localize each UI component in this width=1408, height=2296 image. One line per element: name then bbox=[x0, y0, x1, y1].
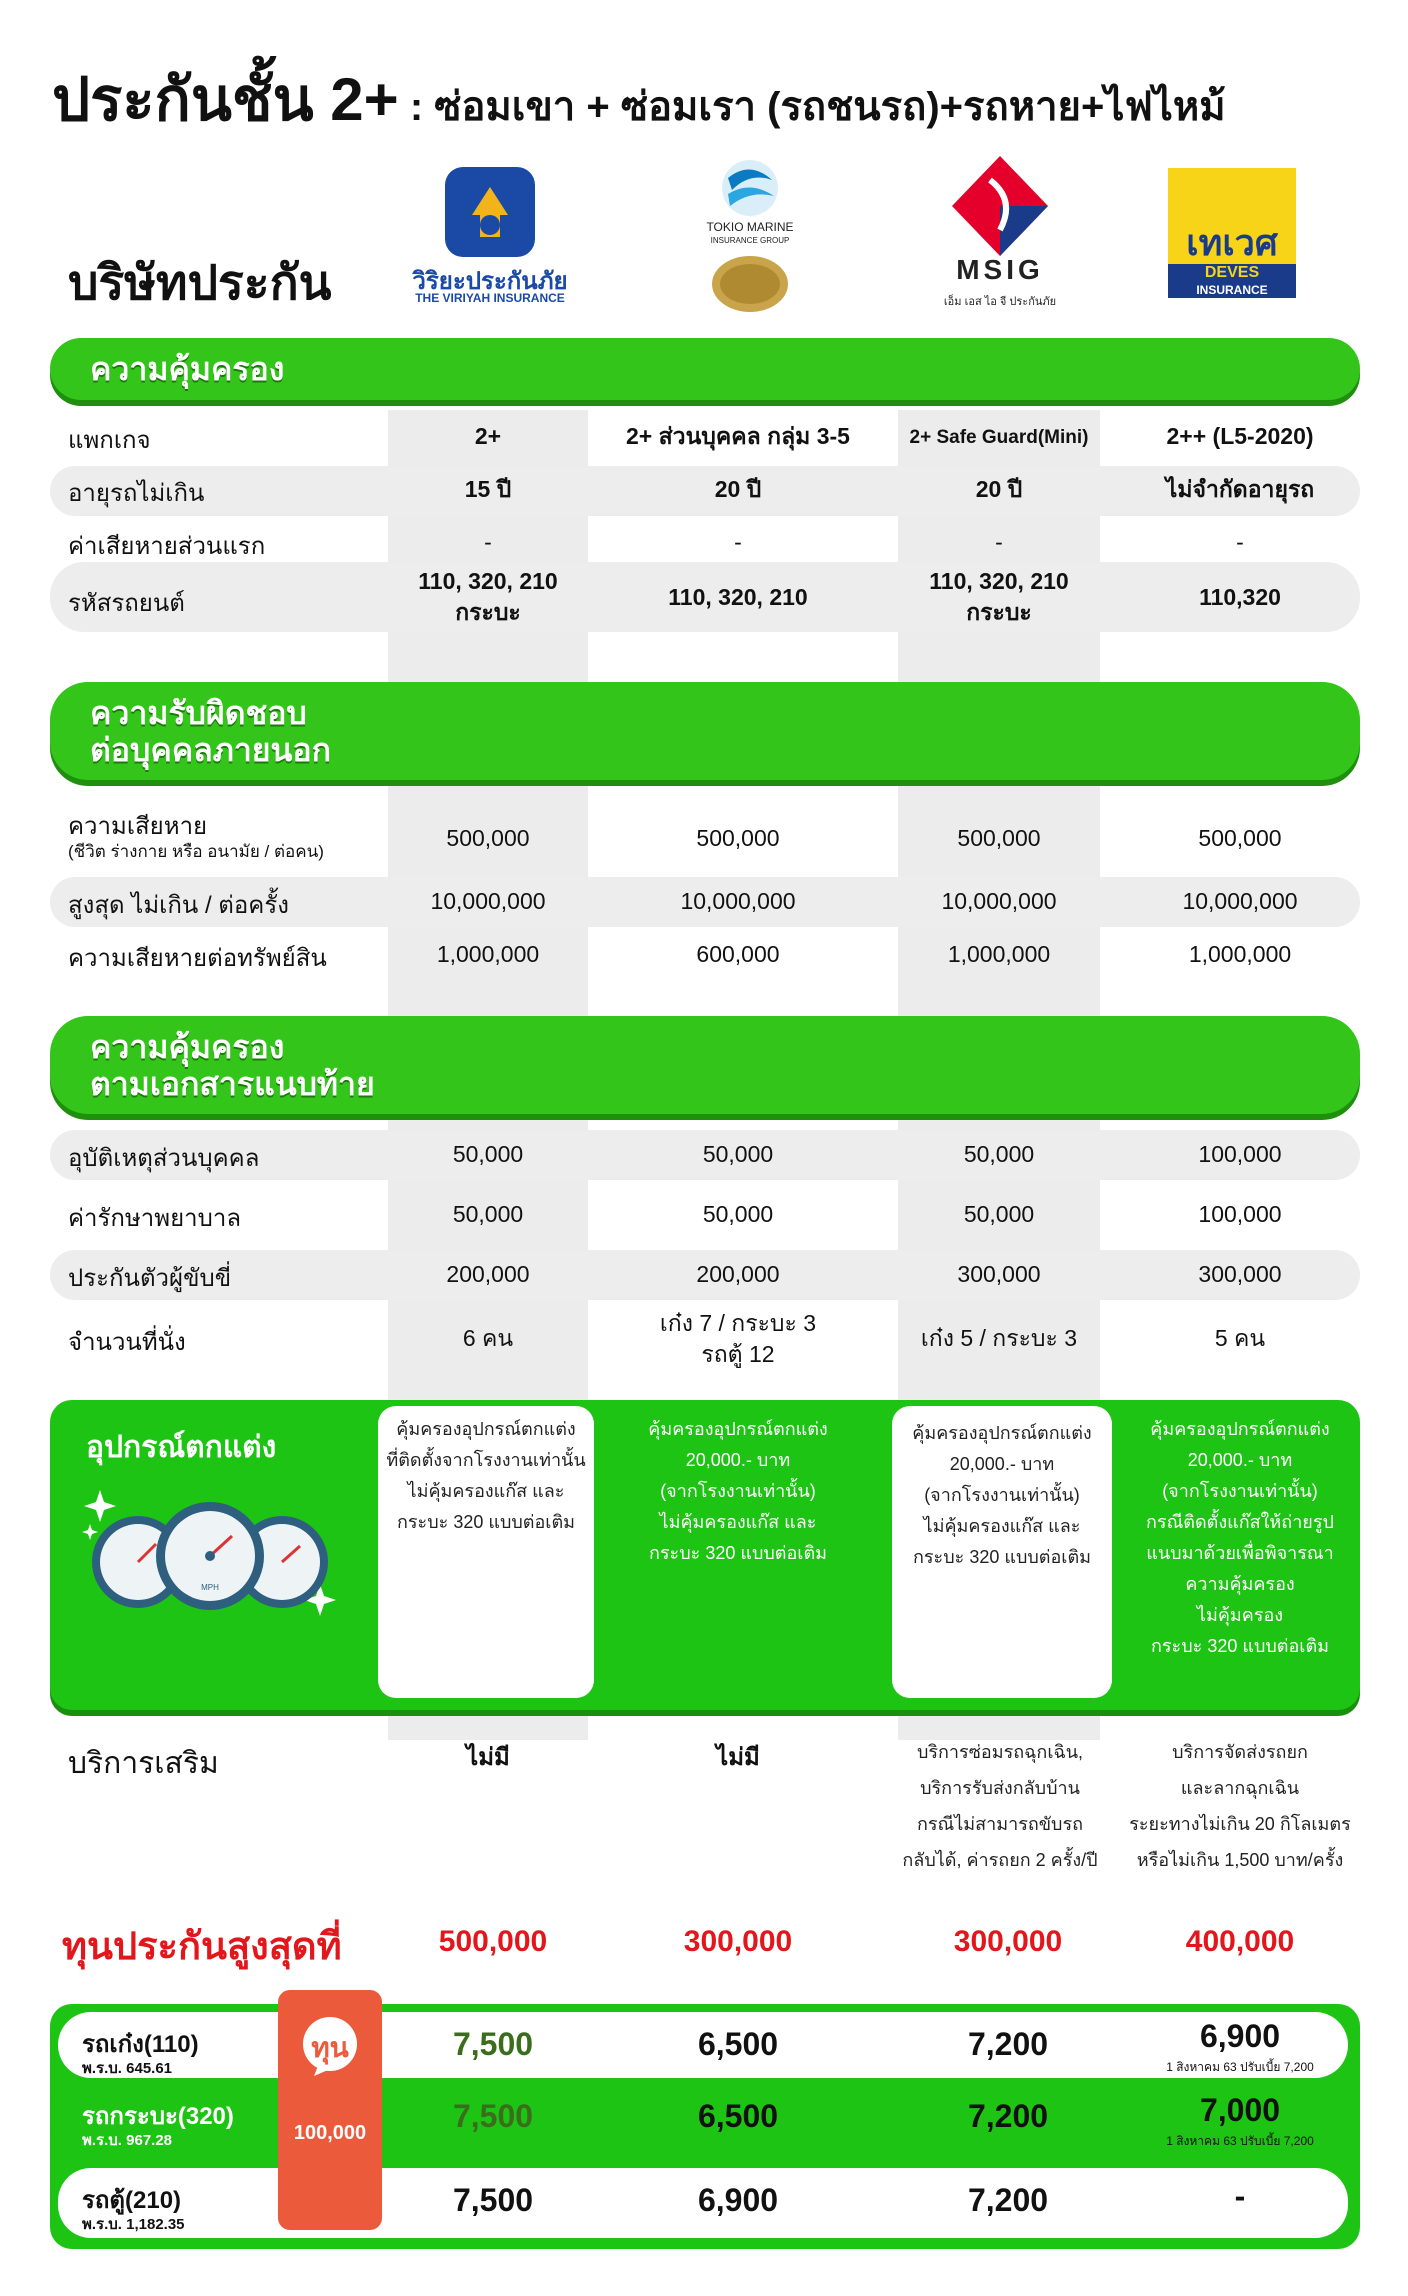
driver-bail-msig: 300,000 bbox=[957, 1261, 1041, 1287]
accident-tokio: 50,000 bbox=[702, 1141, 774, 1167]
equipment-heading: อุปกรณ์ตกแต่ง bbox=[86, 1431, 277, 1464]
car-code-msig: 110, 320, 210 bbox=[929, 568, 1069, 594]
equipment-deves-line: คุ้มครองอุปกรณ์ตกแต่ง bbox=[1150, 1419, 1330, 1439]
car-age-msig: 20 ปี bbox=[975, 476, 1023, 502]
attached-header bbox=[50, 1016, 1360, 1114]
services-deves-line: และลากฉุกเฉิน bbox=[1180, 1778, 1300, 1798]
services-msig-line: กรณีไม่สามารถขับรถ bbox=[916, 1814, 1084, 1834]
seats-msig: เก๋ง 5 / กระบะ 3 bbox=[920, 1325, 1078, 1351]
label-driver-bail: ประกันตัวผู้ขับขี่ bbox=[68, 1265, 232, 1292]
equipment-viriyah-line: ไม่คุ้มครองแก๊ส และ bbox=[407, 1481, 565, 1501]
price-sedan-viriyah: 7,500 bbox=[452, 2026, 534, 2062]
equipment-tokio-line: 20,000.- บาท bbox=[685, 1450, 791, 1470]
medical-tokio: 50,000 bbox=[702, 1201, 774, 1227]
msig-name: MSIG bbox=[956, 254, 1044, 285]
equipment-msig-line: ไม่คุ้มครองแก๊ส และ bbox=[923, 1516, 1081, 1536]
viriyah-en: THE VIRIYAH INSURANCE bbox=[415, 291, 565, 305]
label-max-per-time: สูงสุด ไม่เกิน / ต่อครั้ง bbox=[68, 892, 289, 919]
medical-viriyah: 50,000 bbox=[452, 1201, 524, 1227]
price-van-tokio: 6,900 bbox=[697, 2182, 779, 2218]
tokio-marine-en: INSURANCE GROUP bbox=[710, 236, 790, 245]
tokio-marine-seal-icon bbox=[710, 254, 790, 314]
services-deves-line: บริการจัดส่งรถยก bbox=[1172, 1742, 1308, 1762]
tun-amount: 100,000 bbox=[293, 2122, 367, 2144]
property-viriyah: 1,000,000 bbox=[436, 941, 540, 967]
price-pickup-viriyah: 7,500 bbox=[452, 2098, 534, 2134]
equipment-deves-line: ไม่คุ้มครอง bbox=[1196, 1605, 1284, 1625]
max-per-time-tokio: 10,000,000 bbox=[680, 888, 796, 914]
package-msig: 2+ Safe Guard(Mini) bbox=[909, 427, 1089, 448]
equipment-tokio-line: (จากโรงงานเท่านั้น) bbox=[660, 1481, 816, 1501]
prem-sedan: พ.ร.บ. 645.61 bbox=[82, 2060, 173, 2077]
services-msig-line: กลับได้, ค่ารถยก 2 ครั้ง/ปี bbox=[902, 1850, 1098, 1870]
seats-tokio-2: รถตู้ 12 bbox=[701, 1341, 775, 1367]
price-sedan-tokio: 6,500 bbox=[697, 2026, 779, 2062]
package-tokio: 2+ ส่วนบุคคล กลุ่ม 3-5 bbox=[626, 423, 850, 449]
deductible-viriyah: - bbox=[484, 529, 492, 555]
car-age-deves: ไม่จำกัดอายุรถ bbox=[1165, 476, 1315, 502]
page-title bbox=[52, 52, 1226, 147]
equipment-viriyah-line: คุ้มครองอุปกรณ์ตกแต่ง bbox=[396, 1419, 576, 1439]
label-package: แพกเกจ bbox=[68, 427, 151, 454]
services-deves bbox=[1120, 1734, 1360, 1878]
tokio-marine-wave-icon bbox=[680, 150, 820, 220]
car-sedan: รถเก๋ง(110) bbox=[82, 2031, 199, 2058]
medical-msig: 50,000 bbox=[963, 1201, 1035, 1227]
seats-deves: 5 คน bbox=[1214, 1325, 1266, 1351]
price-van-viriyah: 7,500 bbox=[452, 2182, 534, 2218]
price-pickup-deves-note: 1 สิงหาคม 63 ปรับเบี้ย 7,200 bbox=[1166, 2134, 1314, 2148]
max-per-time-deves: 10,000,000 bbox=[1182, 888, 1298, 914]
label-deductible: ค่าเสียหายส่วนแรก bbox=[68, 533, 266, 560]
gauge-label: MPH bbox=[201, 1583, 219, 1592]
equipment-viriyah bbox=[378, 1414, 594, 1538]
car-age-viriyah: 15 ปี bbox=[464, 476, 512, 502]
property-deves: 1,000,000 bbox=[1188, 941, 1292, 967]
services-deves-line: หรือไม่เกิน 1,500 บาท/ครั้ง bbox=[1136, 1850, 1344, 1870]
tun-label: ทุน bbox=[311, 2032, 349, 2063]
equipment-deves-line: กรณีติดตั้งแก๊สให้ถ่ายรูป bbox=[1146, 1512, 1334, 1532]
car-code-msig-2: กระบะ bbox=[966, 599, 1032, 625]
label-car-age: อายุรถไม่เกิน bbox=[68, 480, 205, 507]
equipment-viriyah-line: ที่ติดตั้งจากโรงงานเท่านั้น bbox=[386, 1450, 586, 1470]
equipment-deves-line: 20,000.- บาท bbox=[1187, 1450, 1293, 1470]
max-per-time-viriyah: 10,000,000 bbox=[430, 888, 546, 914]
price-pickup-msig: 7,200 bbox=[967, 2098, 1049, 2134]
prem-van: พ.ร.บ. 1,182.35 bbox=[82, 2216, 185, 2233]
services-label: บริการเสริม bbox=[68, 1747, 219, 1780]
max-per-time-msig: 10,000,000 bbox=[941, 888, 1057, 914]
damage-msig: 500,000 bbox=[957, 825, 1041, 851]
max-sum-tokio: 300,000 bbox=[683, 1925, 793, 1958]
car-code-viriyah-2: กระบะ bbox=[455, 599, 521, 625]
services-msig bbox=[880, 1734, 1120, 1878]
damage-viriyah: 500,000 bbox=[446, 825, 530, 851]
car-age-tokio: 20 ปี bbox=[714, 476, 762, 502]
car-pickup: รถกระบะ(320) bbox=[82, 2103, 234, 2130]
speedometer-icon bbox=[70, 1480, 360, 1620]
viriyah-logo bbox=[400, 165, 580, 315]
deductible-tokio: - bbox=[734, 529, 742, 555]
price-sedan-deves: 6,900 bbox=[1199, 2018, 1281, 2054]
equipment-deves-line: ความคุ้มครอง bbox=[1185, 1574, 1295, 1594]
equipment-msig-line: 20,000.- บาท bbox=[949, 1454, 1055, 1474]
equipment-msig-line: (จากโรงงานเท่านั้น) bbox=[924, 1485, 1080, 1505]
equipment-deves bbox=[1120, 1414, 1360, 1662]
max-sum-msig: 300,000 bbox=[953, 1925, 1063, 1958]
attached-heading-2: ตามเอกสารแนบท้าย bbox=[90, 1066, 375, 1102]
label-seats: จำนวนที่นั่ง bbox=[68, 1329, 186, 1356]
price-sedan-msig: 7,200 bbox=[967, 2026, 1049, 2062]
title-main: ประกันชั้น 2+ bbox=[52, 66, 399, 133]
price-van-msig: 7,200 bbox=[967, 2182, 1049, 2218]
seats-viriyah: 6 คน bbox=[462, 1325, 514, 1351]
max-sum-label: ทุนประกันสูงสุดที่ bbox=[62, 1926, 342, 1968]
services-viriyah: ไม่มี bbox=[466, 1744, 510, 1771]
equipment-deves-line: (จากโรงงานเท่านั้น) bbox=[1162, 1481, 1318, 1501]
seats-tokio: เก๋ง 7 / กระบะ 3 bbox=[659, 1310, 817, 1336]
max-sum-viriyah: 500,000 bbox=[438, 1925, 548, 1958]
car-code-deves: 110,320 bbox=[1199, 584, 1281, 610]
equipment-msig bbox=[892, 1418, 1112, 1573]
msig-logo bbox=[930, 150, 1070, 320]
equipment-msig-line: กระบะ 320 แบบต่อเติม bbox=[912, 1547, 1092, 1567]
deves-name: เทเวศ bbox=[1186, 222, 1278, 263]
msig-en: เอ็ม เอส ไอ จี ประกันภัย bbox=[943, 296, 1057, 308]
damage-deves: 500,000 bbox=[1198, 825, 1282, 851]
tokio-marine-logo bbox=[680, 150, 820, 320]
driver-bail-tokio: 200,000 bbox=[696, 1261, 780, 1287]
accident-deves: 100,000 bbox=[1198, 1141, 1282, 1167]
equipment-viriyah-line: กระบะ 320 แบบต่อเติม bbox=[396, 1512, 576, 1532]
damage-tokio: 500,000 bbox=[696, 825, 780, 851]
liability-heading-2: ต่อบุคคลภายนอก bbox=[90, 732, 332, 768]
medical-deves: 100,000 bbox=[1198, 1201, 1282, 1227]
label-property: ความเสียหายต่อทรัพย์สิน bbox=[68, 945, 327, 972]
services-tokio: ไม่มี bbox=[716, 1744, 760, 1771]
coverage-header bbox=[50, 338, 1360, 400]
deves-logo bbox=[1168, 168, 1296, 298]
equipment-tokio-line: กระบะ 320 แบบต่อเติม bbox=[648, 1543, 828, 1563]
tun-badge bbox=[278, 1990, 382, 2230]
package-deves: 2++ (L5-2020) bbox=[1166, 423, 1314, 449]
price-sedan-deves-note: 1 สิงหาคม 63 ปรับเบี้ย 7,200 bbox=[1166, 2060, 1314, 2074]
label-damage-sub: (ชีวิต ร่างกาย หรือ อนามัย / ต่อคน) bbox=[68, 842, 324, 861]
label-accident: อุบัติเหตุส่วนบุคคล bbox=[68, 1145, 260, 1172]
equipment-tokio-line: คุ้มครองอุปกรณ์ตกแต่ง bbox=[648, 1419, 828, 1439]
deductible-deves: - bbox=[1236, 529, 1244, 555]
accident-viriyah: 50,000 bbox=[452, 1141, 524, 1167]
car-van: รถตู้(210) bbox=[82, 2187, 182, 2214]
label-car-code: รหัสรถยนต์ bbox=[68, 590, 185, 617]
deves-en2: INSURANCE bbox=[1196, 283, 1268, 297]
msig-emblem-icon bbox=[930, 150, 1070, 260]
prem-pickup: พ.ร.บ. 967.28 bbox=[82, 2132, 173, 2149]
deves-en: DEVES bbox=[1204, 264, 1260, 281]
driver-bail-deves: 300,000 bbox=[1198, 1261, 1282, 1287]
services-msig-line: บริการซ่อมรถฉุกเฉิน, bbox=[916, 1742, 1084, 1762]
price-pickup-deves: 7,000 bbox=[1199, 2092, 1281, 2128]
car-code-viriyah: 110, 320, 210 bbox=[418, 568, 558, 594]
equipment-tokio bbox=[598, 1414, 878, 1569]
attached-heading-1: ความคุ้มครอง bbox=[90, 1029, 285, 1065]
property-msig: 1,000,000 bbox=[947, 941, 1051, 967]
driver-bail-viriyah: 200,000 bbox=[446, 1261, 530, 1287]
price-van-deves: - bbox=[1234, 2178, 1246, 2214]
services-msig-line: บริการรับส่งกลับบ้าน bbox=[920, 1778, 1080, 1798]
services-deves-line: ระยะทางไม่เกิน 20 กิโลเมตร bbox=[1129, 1814, 1351, 1834]
equipment-deves-line: แนบมาด้วยเพื่อพิจารณา bbox=[1146, 1543, 1334, 1563]
equipment-msig-line: คุ้มครองอุปกรณ์ตกแต่ง bbox=[912, 1423, 1092, 1443]
viriyah-name: วิริยะประกันภัย bbox=[412, 268, 568, 295]
accident-msig: 50,000 bbox=[963, 1141, 1035, 1167]
property-tokio: 600,000 bbox=[696, 941, 780, 967]
car-code-tokio: 110, 320, 210 bbox=[668, 584, 808, 610]
liability-header bbox=[50, 682, 1360, 780]
tokio-marine-name: TOKIO MARINE bbox=[706, 220, 794, 234]
title-sub: : ซ่อมเขา + ซ่อมเรา (รถชนรถ)+รถหาย+ไฟไหม้ bbox=[398, 85, 1226, 129]
label-medical: ค่ารักษาพยาบาล bbox=[68, 1205, 242, 1232]
company-label: บริษัทประกัน bbox=[68, 257, 332, 310]
price-pickup-tokio: 6,500 bbox=[697, 2098, 779, 2134]
max-sum-deves: 400,000 bbox=[1185, 1925, 1295, 1958]
deductible-msig: - bbox=[995, 529, 1003, 555]
coverage-heading: ความคุ้มครอง bbox=[90, 351, 285, 387]
equipment-panel bbox=[50, 1400, 1360, 1710]
package-viriyah: 2+ bbox=[474, 423, 502, 449]
equipment-deves-line: กระบะ 320 แบบต่อเติม bbox=[1150, 1636, 1330, 1656]
label-damage: ความเสียหาย bbox=[68, 813, 208, 840]
liability-heading-1: ความรับผิดชอบ bbox=[90, 695, 307, 731]
equipment-tokio-line: ไม่คุ้มครองแก๊ส และ bbox=[659, 1512, 817, 1532]
